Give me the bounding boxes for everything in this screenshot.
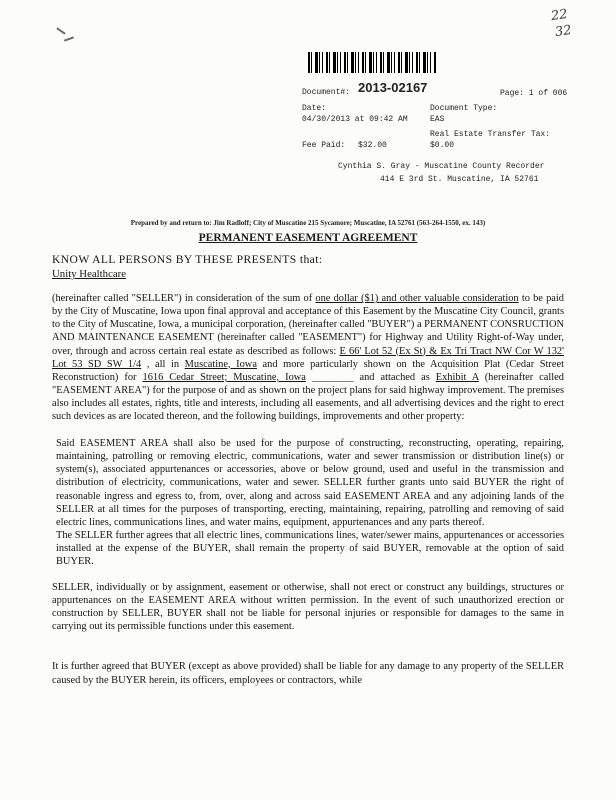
- stamp-document-label: Document#:: [302, 88, 351, 97]
- stamp-date-label: Date:: [302, 104, 327, 113]
- stamp-transfer-tax-value: $0.00: [430, 141, 455, 150]
- document-body: [52, 253, 564, 687]
- presents-line: KNOW ALL PERSONS BY THESE PRESENTS that:: [52, 253, 323, 266]
- stamp-document-number: 2013-02167: [358, 80, 428, 95]
- handwritten-number-bottom: 32: [554, 22, 573, 41]
- paragraph-easement-use: [56, 437, 564, 568]
- stamp-recorder-address: 414 E 3rd St. Muscatine, IA 52761: [380, 175, 539, 184]
- paragraph-easement-use-b: The SELLER further agrees that all electric lines, communications lines, water/sewer mains, appurtenances or accessories installed at the expense of the BUYER, shall remain the property of said BUYER, removable at the option of said BUYER.: [56, 529, 564, 567]
- stamp-doc-type-label: Document Type:: [430, 104, 498, 113]
- handwritten-number-top: 22: [550, 6, 569, 25]
- pen-mark-icon: [64, 36, 74, 41]
- paragraph-seller-restrictions: SELLER, individually or by assignment, easement or otherwise, shall not erect or construct any buildings, structures or appurtenances on the EASEMENT AREA without written permission. In the event of such unauthorized erection or construction by SELLER, BUYER shall not be liable for personal injuries or responsible for damages to the same in carrying out its permissible functions under this easement.: [52, 582, 564, 633]
- document-title-text: PERMANENT EASEMENT AGREEMENT: [198, 232, 418, 244]
- paragraph-buyer-liability: It is further agreed that BUYER (except as above provided) shall be liable for any damage to any property of the SELLER caused by the BUYER herein, its officers, employees or contractors, while: [52, 661, 564, 686]
- paragraph-easement-use-a: Said EASEMENT AREA shall also be used for the purpose of constructing, reconstructing, operating, repairing, maintaining, patrolling or removing electric, communications, water and sewer transmission or distribution line(s) or system(s), associated appurtenances or accessories, above or below ground, used and useful in the transmission and distribution of electricity, communications, water and sewer. SELLER further grants unto said BUYER the right of reasonable ingress and egress to, from, over, along and across said EASEMENT AREA and any adjoining lands of the SELLER at all times for the purposes of transporting, erecting, maintaining, repairing, patrolling and removing of said electric lines, communications lines, and water mains, equipment, appurtenances and any parts thereof.: [56, 438, 564, 528]
- stamp-fee-value: $32.00: [358, 141, 387, 150]
- stamp-recorder-name: Cynthia S. Gray - Muscatine County Recorder: [338, 162, 545, 171]
- prepared-by-line: Prepared by and return to: Jim Radloff; City of Muscatine 215 Sycamore; Muscatine, IA 52761 (563-264-1550, ex. 143): [130, 219, 486, 227]
- stamp-page-label: Page: 1 of 006: [500, 89, 568, 98]
- document-title: [0, 232, 616, 244]
- recorder-stamp: [302, 80, 572, 190]
- pen-mark-icon: [56, 27, 65, 34]
- seller-name: Unity Healthcare: [52, 268, 127, 281]
- barcode-icon: [308, 52, 436, 73]
- stamp-date-value: 04/30/2013 at 09:42 AM: [302, 115, 408, 124]
- paragraph-grant: (hereinafter called "SELLER") in consideration of the sum of one dollar ($1) and other valuable consideration to be paid by the City of Muscatine, Iowa upon final approval and acceptance of this Easement by the Muscatine City Council, grants to the City of Muscatine, Iowa, a municipal corporation, (hereinafter called "BUYER") a PERMANENT CONSRUCTION AND MAINTENANCE EASEMENT (hereinafter called "EASEMENT") for Highway and Utility Right-of-Way under, over, through and across certain real estate as described as follows: E 66' Lot 52 (Ex St) & Ex Tri Tract NW Cor W 132' Lot 53 SD SW 1/4 , all in Muscatine, Iowa and more particularly shown on the Acquisition Plat (Cedar Street Reconstruction) for 1616 Cedar Street; Muscatine, Iowa ________ and attached as Exhibit A (hereinafter called "EASEMENT AREA") for the purpose of and as shown on the project plans for said highway improvement. The premises also includes all estates, rights, title and interests, including all easements, and all advertising devices and the right to erect such devices as are located thereon, and the following buildings, improvements and other property:: [52, 293, 564, 423]
- stamp-transfer-tax-label: Real Estate Transfer Tax:: [430, 130, 551, 139]
- stamp-doc-type-value: EAS: [430, 115, 445, 124]
- stamp-fee-label: Fee Paid:: [302, 141, 346, 150]
